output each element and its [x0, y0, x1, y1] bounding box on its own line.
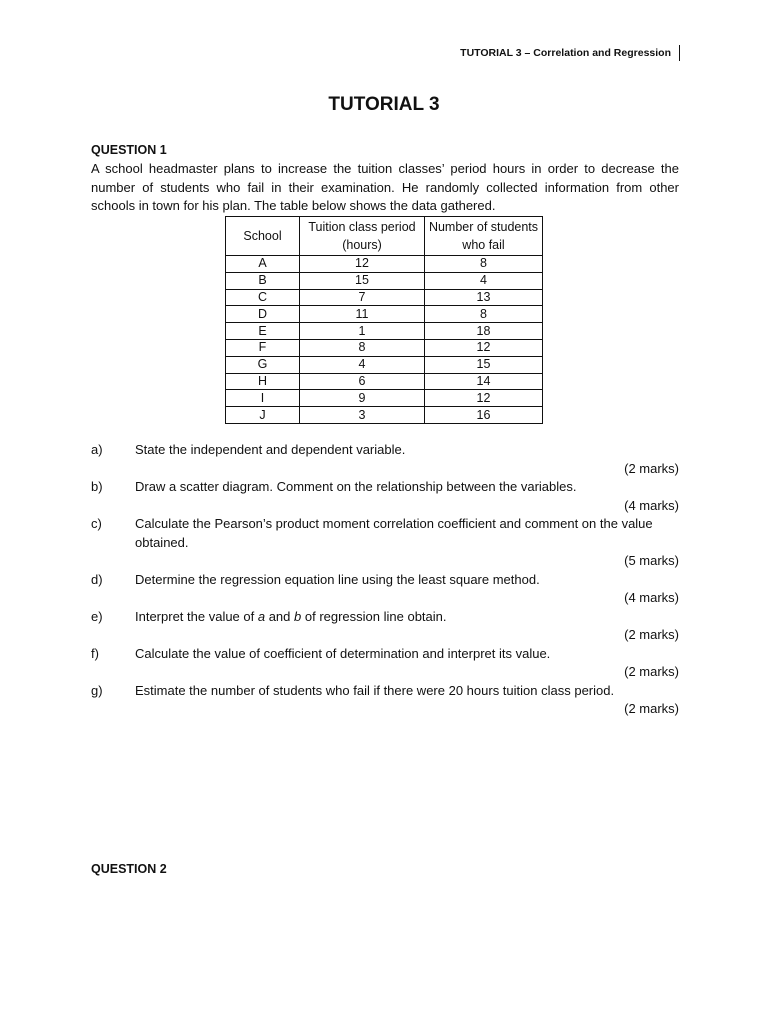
- question-part-a: [91, 441, 679, 478]
- cell-students-fail: 8: [425, 306, 543, 323]
- part-text-mid: and: [265, 608, 295, 624]
- cell-school: J: [226, 407, 300, 424]
- question-2-heading: QUESTION 2: [91, 862, 167, 876]
- cell-students-fail: 13: [425, 289, 543, 306]
- running-header: TUTORIAL 3 – Correlation and Regression: [460, 45, 680, 61]
- cell-school: A: [226, 256, 300, 273]
- part-text: Calculate the value of coefficient of determination and interpret its value.: [135, 645, 551, 661]
- table-row: [226, 373, 543, 390]
- question-part-g: [91, 682, 679, 719]
- table-row: [226, 356, 543, 373]
- part-marks: (5 marks): [624, 553, 679, 568]
- part-marks: (2 marks): [624, 701, 679, 716]
- part-text: State the independent and dependent variable.: [135, 442, 406, 457]
- cell-school: B: [226, 272, 300, 289]
- question-part-b: [91, 478, 679, 515]
- table-row: [226, 339, 543, 356]
- cell-tuition-hours: 7: [300, 289, 425, 306]
- cell-tuition-hours: 15: [300, 272, 425, 289]
- table-row: [226, 407, 543, 424]
- part-letter: a): [91, 442, 103, 457]
- cell-tuition-hours: 9: [300, 390, 425, 407]
- cell-school: E: [226, 323, 300, 340]
- table-row: [226, 306, 543, 323]
- table-row: [226, 289, 543, 306]
- cell-tuition-hours: 11: [300, 306, 425, 323]
- cell-tuition-hours: 6: [300, 373, 425, 390]
- cell-school: F: [226, 339, 300, 356]
- question-part-e: [91, 608, 679, 645]
- part-text: Calculate the Pearson’s product moment correlation coefficient and comment on the value obtained.: [135, 516, 653, 550]
- part-marks: (4 marks): [624, 497, 679, 513]
- part-letter: g): [91, 682, 103, 698]
- question-part-d: [91, 571, 679, 608]
- part-marks: (2 marks): [624, 627, 679, 642]
- question-1-parts: [91, 441, 679, 719]
- part-letter: e): [91, 608, 103, 624]
- column-header-students-fail: Number of students who fail: [425, 217, 543, 256]
- part-text: Determine the regression equation line using the least square method.: [135, 571, 540, 587]
- cell-school: I: [226, 390, 300, 407]
- part-text-pre: Interpret the value of: [135, 608, 258, 624]
- data-table: [225, 216, 543, 424]
- part-marks: (2 marks): [624, 460, 679, 476]
- table-row: [226, 256, 543, 273]
- cell-students-fail: 8: [425, 256, 543, 273]
- part-letter: d): [91, 571, 103, 587]
- part-text-post: of regression line obtain.: [301, 608, 447, 624]
- cell-school: C: [226, 289, 300, 306]
- variable-a: a: [257, 608, 266, 624]
- table-header-row: [226, 217, 543, 256]
- cell-school: G: [226, 356, 300, 373]
- cell-tuition-hours: 12: [300, 256, 425, 273]
- cell-tuition-hours: 4: [300, 356, 425, 373]
- cell-tuition-hours: 3: [300, 407, 425, 424]
- page-title: TUTORIAL 3: [328, 94, 440, 115]
- question-1-heading: QUESTION 1: [91, 143, 167, 157]
- part-text: Estimate the number of students who fail if there were 20 hours tuition class period.: [135, 682, 615, 698]
- variable-b: b: [294, 608, 302, 624]
- part-letter: c): [91, 516, 102, 531]
- column-header-tuition-hours: Tuition class period (hours): [300, 217, 425, 256]
- cell-students-fail: 14: [425, 373, 543, 390]
- part-text: Draw a scatter diagram. Comment on the relationship between the variables.: [135, 479, 577, 494]
- table-row: [226, 323, 543, 340]
- part-text: [135, 608, 679, 627]
- question-1-intro: A school headmaster plans to increase the tuition classes’ period hours in order to decrease the number of students who fail in their examination. He randomly collected information from other schools in town for his plan. The table below shows the data gathered.: [91, 161, 679, 213]
- cell-students-fail: 18: [425, 323, 543, 340]
- cell-tuition-hours: 8: [300, 339, 425, 356]
- cell-tuition-hours: 1: [300, 323, 425, 340]
- cell-school: H: [226, 373, 300, 390]
- cell-school: D: [226, 306, 300, 323]
- cell-students-fail: 12: [425, 339, 543, 356]
- table-row: [226, 390, 543, 407]
- cell-students-fail: 16: [425, 407, 543, 424]
- table-body: [226, 256, 543, 424]
- part-marks: (2 marks): [624, 664, 679, 679]
- part-marks: (4 marks): [624, 590, 679, 605]
- cell-students-fail: 15: [425, 356, 543, 373]
- cell-students-fail: 4: [425, 272, 543, 289]
- question-part-c: [91, 515, 679, 571]
- question-part-f: [91, 645, 679, 682]
- column-header-school: School: [226, 217, 300, 256]
- part-letter: f): [91, 645, 99, 661]
- part-letter: b): [91, 479, 103, 494]
- cell-students-fail: 12: [425, 390, 543, 407]
- table-row: [226, 272, 543, 289]
